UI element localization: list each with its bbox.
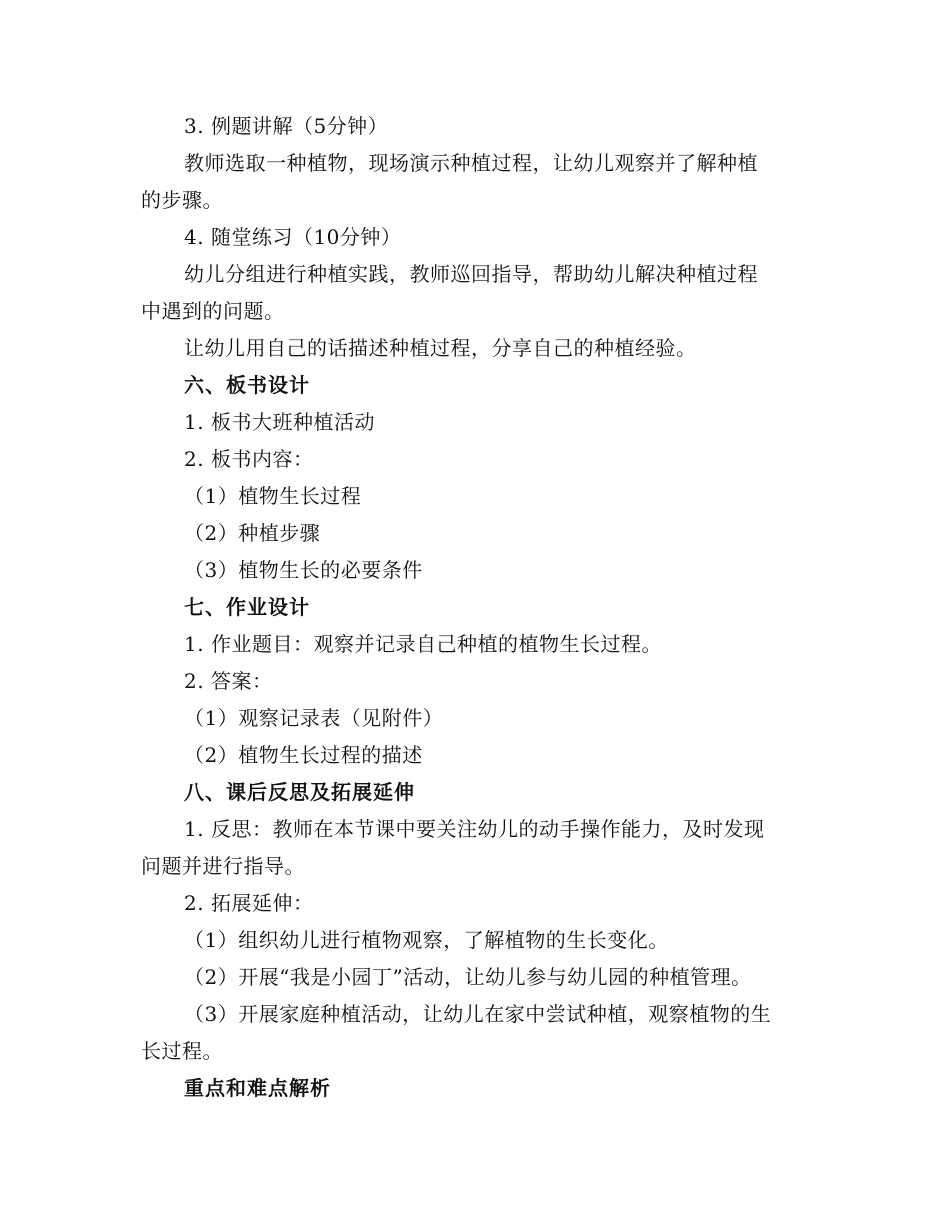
paragraph-line: 中遇到的问题。 <box>141 299 285 323</box>
section-heading-reflection: 八、课后反思及拓展延伸 <box>184 780 415 804</box>
paragraph-line: 问题并进行指导。 <box>141 854 305 878</box>
paragraph-line: 让幼儿用自己的话描述种植过程，分享自己的种植经验。 <box>184 336 697 360</box>
section-heading-homework: 七、作业设计 <box>184 595 310 619</box>
sub-list-item: （2）种植步骤 <box>184 521 321 545</box>
sub-list-item: （2）开展“我是小园丁”活动，让幼儿参与幼儿园的种植管理。 <box>184 965 752 989</box>
list-item: 2. 拓展延伸： <box>184 891 314 915</box>
paragraph-line: 幼儿分组进行种植实践，教师巡回指导，帮助幼儿解决种植过程 <box>184 262 758 286</box>
list-item: 2. 答案： <box>184 669 273 693</box>
list-item: 1. 反思：教师在本节课中要关注幼儿的动手操作能力，及时发现 <box>184 817 765 841</box>
section-heading-key-points: 重点和难点解析 <box>184 1076 331 1100</box>
paragraph-line: 长过程。 <box>141 1039 223 1063</box>
section-heading-board-design: 六、板书设计 <box>184 373 310 397</box>
sub-list-item: （3）植物生长的必要条件 <box>184 558 423 582</box>
paragraph-line: 的步骤。 <box>141 188 223 212</box>
section-item-4-heading: 4. 随堂练习（10分钟） <box>184 225 402 249</box>
sub-list-item: （3）开展家庭种植活动，让幼儿在家中尝试种植，观察植物的生 <box>184 1002 772 1026</box>
sub-list-item: （1）组织幼儿进行植物观察，了解植物的生长变化。 <box>184 928 669 952</box>
list-item: 2. 板书内容： <box>184 447 314 471</box>
list-item: 1. 板书大班种植活动 <box>184 410 375 434</box>
section-item-3-heading: 3. 例题讲解（5分钟） <box>184 114 389 138</box>
sub-list-item: （2）植物生长过程的描述 <box>184 743 423 767</box>
list-item: 1. 作业题目：观察并记录自己种植的植物生长过程。 <box>184 632 662 656</box>
sub-list-item: （1）植物生长过程 <box>184 484 362 508</box>
paragraph-line: 教师选取一种植物，现场演示种植过程，让幼儿观察并了解种植 <box>184 151 758 175</box>
sub-list-item: （1）观察记录表（见附件） <box>184 706 444 730</box>
